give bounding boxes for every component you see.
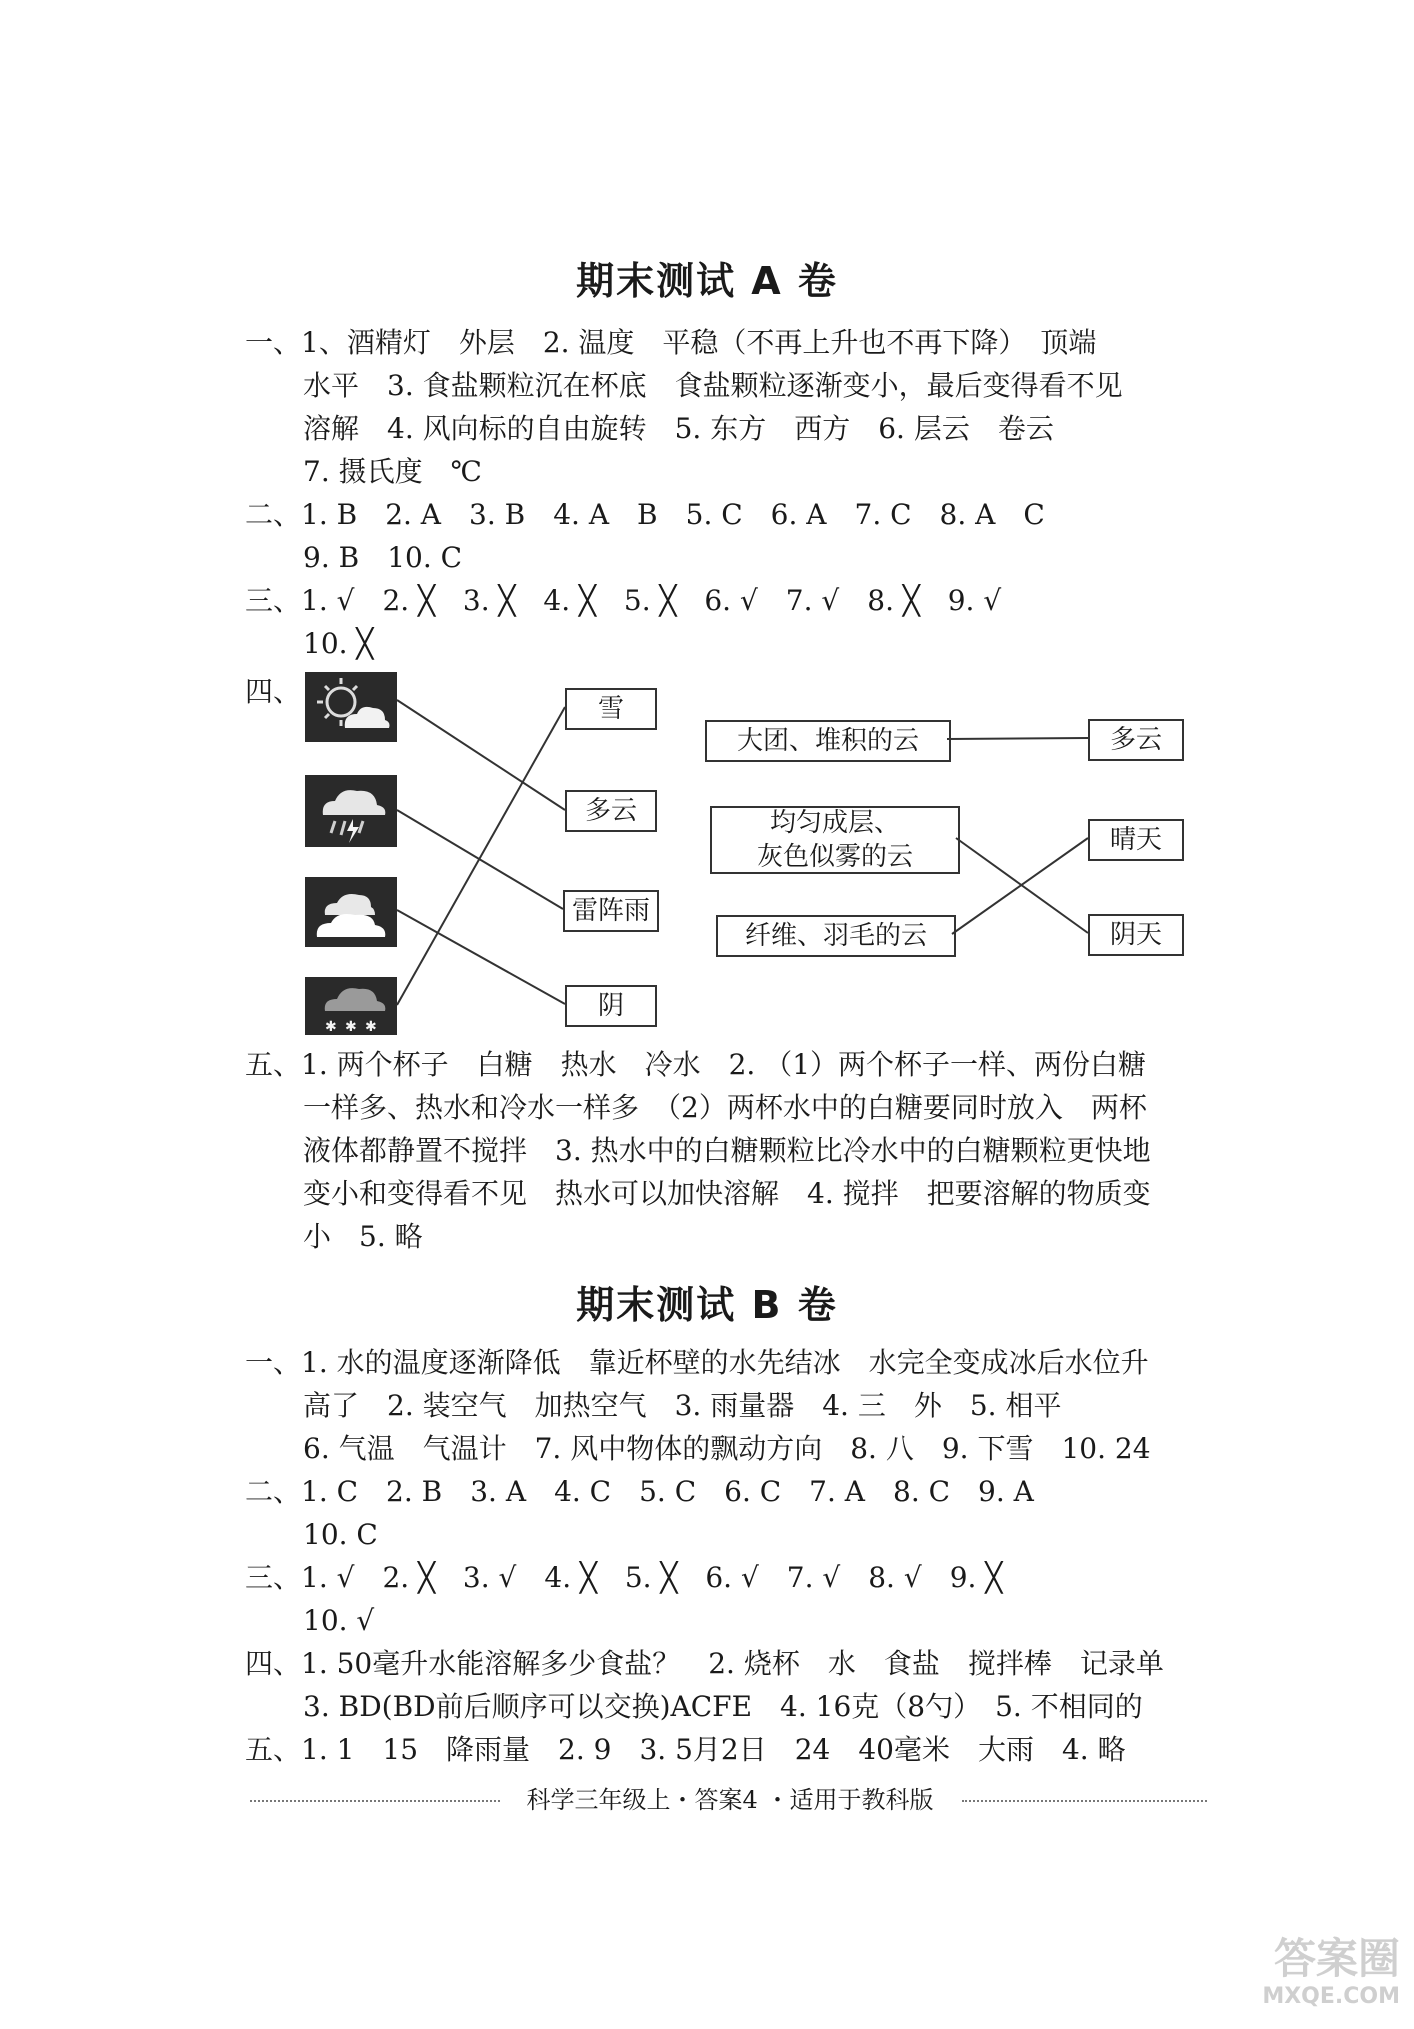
- a-line-3: 溶解 4. 风向标的自由旋转 5. 东方 西方 6. 层云 卷云: [303, 412, 1054, 445]
- cloud-box-heaped: 大团、堆积的云: [705, 720, 951, 762]
- b-line-2: 高了 2. 装空气 加热空气 3. 雨量器 4. 三 外 5. 相平: [303, 1389, 1062, 1422]
- watermark-text: 答案圈: [1273, 1934, 1400, 1983]
- a-line-2: 水平 3. 食盐颗粒沉在杯底 食盐颗粒逐渐变小，最后变得看不见: [303, 369, 1123, 402]
- match-box-snow: 雪: [565, 688, 657, 730]
- a-line-4: 7. 摄氏度 ℃: [303, 455, 482, 488]
- svg-text:✱: ✱: [365, 1019, 377, 1035]
- a-line-7: 三、1. √ 2. ╳ 3. ╳ 4. ╳ 5. ╳ 6. √ 7. √ 8. ╳ 9. √: [245, 584, 1002, 617]
- b-line-9: 3. BD(BD前后顺序可以交换)ACFE 4. 16克（8勺） 5. 不相同的: [303, 1690, 1143, 1723]
- b-line-6: 三、1. √ 2. ╳ 3. √ 4. ╳ 5. ╳ 6. √ 7. √ 8. √ 9. ╳: [245, 1561, 1003, 1594]
- matching-label: 四、: [245, 675, 302, 708]
- svg-text:✱: ✱: [345, 1019, 357, 1035]
- cloud-box-layered: 均匀成层、 灰色似雾的云: [710, 806, 960, 874]
- cloud-answer-cloudy: 多云: [1088, 719, 1184, 761]
- match-box-overcast: 阴: [565, 985, 657, 1027]
- b-line-1: 一、1. 水的温度逐渐降低 靠近杯壁的水先结冰 水完全变成冰后水位升: [245, 1346, 1149, 1379]
- b-line-5: 10. C: [303, 1518, 378, 1551]
- a-line-6: 9. B 10. C: [303, 541, 463, 574]
- b-line-4: 二、1. C 2. B 3. A 4. C 5. C 6. C 7. A 8. C 9. A: [245, 1475, 1034, 1508]
- watermark-logo: [1230, 1935, 1400, 2020]
- a-line-1: 一、1、酒精灯 外层 2. 温度 平稳（不再上升也不再下降） 顶端: [245, 326, 1097, 359]
- b-line-3: 6. 气温 气温计 7. 风中物体的飘动方向 8. 八 9. 下雪 10. 24: [303, 1432, 1151, 1465]
- watermark-url: MXQE.COM: [1262, 1984, 1400, 2009]
- footer-label: 科学三年级上・答案4 ・适用于教科版: [526, 1786, 934, 1814]
- b-line-8: 四、1. 50毫升水能溶解多少食盐？ 2. 烧杯 水 食盐 搅拌棒 记录单: [245, 1647, 1164, 1680]
- cloud-answer-overcast: 阴天: [1088, 914, 1184, 956]
- cloud-answer-sunny: 晴天: [1088, 819, 1184, 861]
- footer-rule-left: [250, 1800, 500, 1802]
- cloud-box-feathery: 纤维、羽毛的云: [716, 915, 956, 957]
- a-part5-line-4: 变小和变得看不见 热水可以加快溶解 4. 搅拌 把要溶解的物质变: [303, 1177, 1151, 1210]
- a-part5-line-1: 五、1. 两个杯子 白糖 热水 冷水 2. （1）两个杯子一样、两份白糖: [245, 1048, 1147, 1081]
- b-line-10: 五、1. 1 15 降雨量 2. 9 3. 5月2日 24 40毫米 大雨 4. 略: [245, 1733, 1126, 1766]
- match-box-thunderstorm: 雷阵雨: [563, 890, 659, 932]
- a-part5-line-5: 小 5. 略: [303, 1220, 423, 1253]
- section-a-title: 期末测试 A 卷: [576, 259, 838, 303]
- a-part5-line-2: 一样多、热水和冷水一样多 （2）两杯水中的白糖要同时放入 两杯: [303, 1091, 1147, 1124]
- section-b-title: 期末测试 B 卷: [576, 1283, 838, 1327]
- a-line-5: 二、1. B 2. A 3. B 4. A B 5. C 6. A 7. C 8. A C: [245, 498, 1045, 531]
- a-line-8: 10. ╳: [303, 627, 374, 660]
- b-line-7: 10. √: [303, 1604, 375, 1637]
- svg-text:✱: ✱: [325, 1019, 337, 1035]
- match-box-cloudy: 多云: [565, 790, 657, 832]
- footer-rule-right: [962, 1800, 1207, 1802]
- a-part5-line-3: 液体都静置不搅拌 3. 热水中的白糖颗粒比冷水中的白糖颗粒更快地: [303, 1134, 1151, 1167]
